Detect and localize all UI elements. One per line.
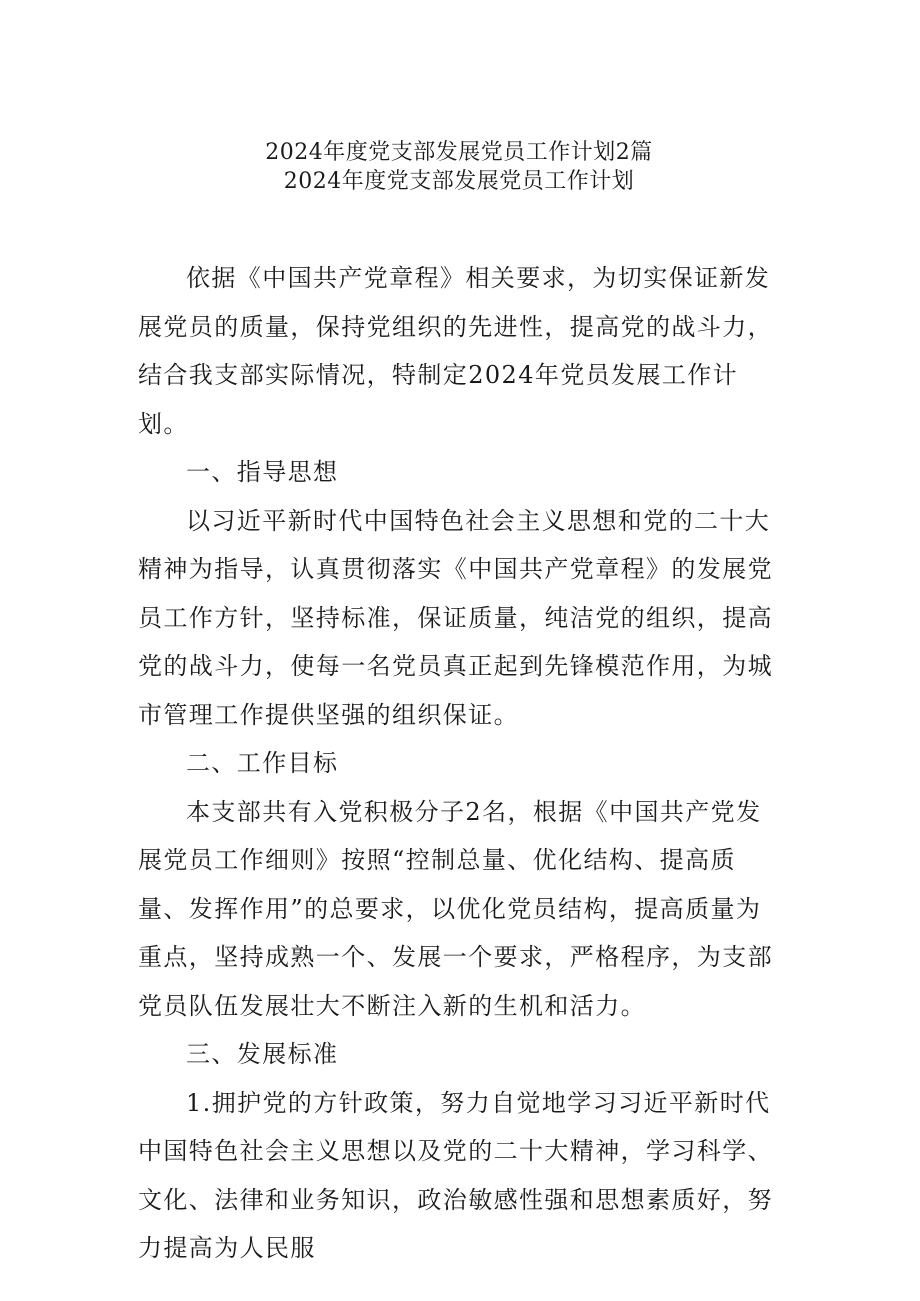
document-subtitle: 2024年度党支部发展党员工作计划 <box>283 169 635 194</box>
development-standard-item-1: 1.拥护党的方针政策，努力自觉地学习习近平新时代中国特色社会主义思想以及党的二十大精神，学习科学、文化、法律和业务知识，政治敏感性强和思想素质好，努力提高为人民服 <box>138 1088 773 1262</box>
intro-paragraph: 依据《中国共产党章程》相关要求，为切实保证新发展党员的质量，保持党组织的先进性，提高党的战斗力，结合我支部实际情况，特制定2024年党员发展工作计划。 <box>138 264 773 438</box>
document-body <box>138 254 780 1273</box>
section-heading-development-standards: 三、发展标准 <box>186 1040 339 1068</box>
document-title: 2024年度党支部发展党员工作计划2篇 <box>265 140 653 165</box>
section-heading-work-goals: 二、工作目标 <box>186 749 339 777</box>
section-heading-guiding-ideology: 一、指导思想 <box>186 458 339 486</box>
title-block <box>138 138 780 196</box>
guiding-ideology-paragraph: 以习近平新时代中国特色社会主义思想和党的二十大精神为指导，认真贯彻落实《中国共产党章程》的发展党员工作方针，坚持标准，保证质量，纯洁党的组织，提高党的战斗力，使每一名党员真正起到先锋模范作用，为城市管理工作提供坚强的组织保证。 <box>138 506 773 729</box>
work-goals-paragraph: 本支部共有入党积极分子2名，根据《中国共产党发展党员工作细则》按照“控制总量、优化结构、提高质量、发挥作用”的总要求，以优化党员结构，提高质量为重点，坚持成熟一个、发展一个要求，严格程序，为支部党员队伍发展壮大不断注入新的生机和活力。 <box>138 797 773 1020</box>
